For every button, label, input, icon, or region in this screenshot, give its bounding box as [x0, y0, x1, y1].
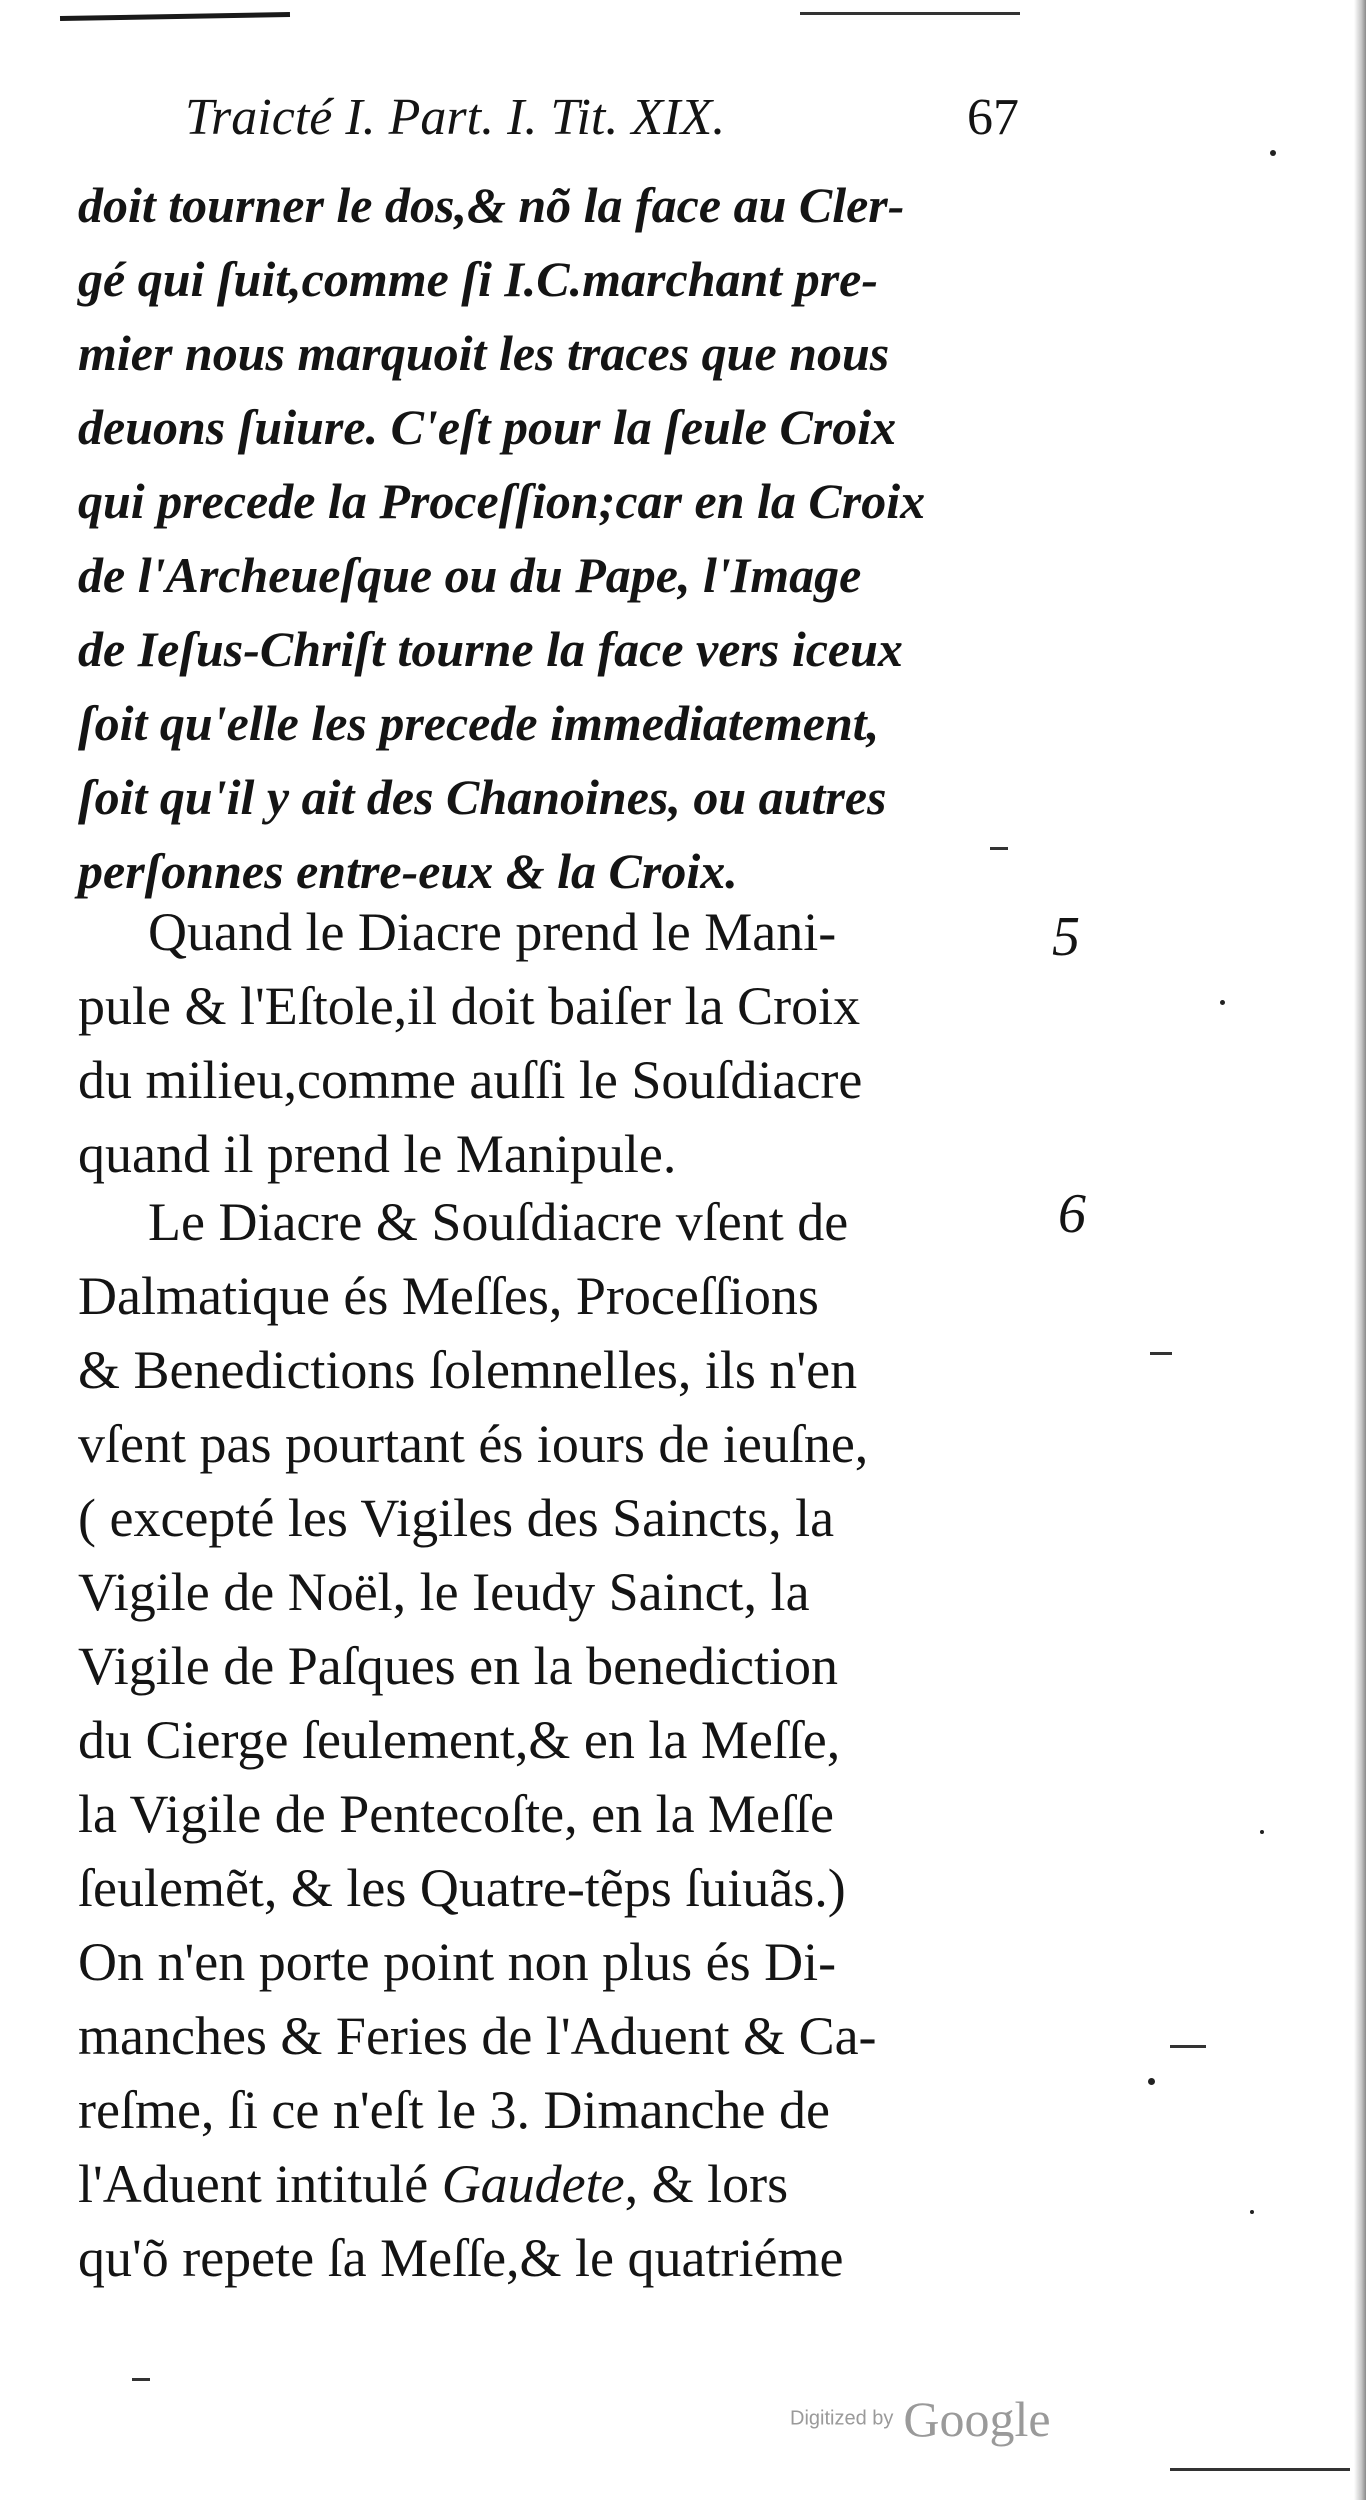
top-ink-rule-right [800, 12, 1020, 15]
text-line: doit tourner le dos,& nõ la face au Cler- [78, 177, 905, 233]
top-ink-rule [60, 12, 290, 21]
text-line: ſeulemẽt, & les Quatre-tẽps ſuiuãs.) [78, 1858, 846, 1918]
text-line: du Cierge ſeulement,& en la Meſſe, [78, 1710, 841, 1770]
text-line: Vigile de Noël, le Ieudy Sainct, la [78, 1562, 810, 1622]
text-line: pule & l'Eſtole,il doit baiſer la Croix [78, 976, 861, 1036]
digitized-watermark [790, 2390, 1051, 2448]
text-line: quand il prend le Manipule. [78, 1124, 677, 1184]
text-line: & Benedictions ſolemnelles, ils n'en [78, 1340, 858, 1400]
text-line: deuons ſuiure. C'eſt pour la ſeule Croix [78, 399, 897, 455]
text-line: manches & Feries de l'Aduent & Ca- [78, 2006, 877, 2066]
text-line: On n'en porte point non plus és Di- [78, 1932, 837, 1992]
text-line: ſoit qu'elle les precede immediatement, [78, 695, 880, 751]
text-line: gé qui ſuit,comme ſi I.C.marchant pre- [78, 251, 878, 307]
text-line: vſent pas pourtant és iours de ieuſne, [78, 1414, 869, 1474]
running-header [185, 88, 1035, 148]
watermark-logo: Google [903, 2391, 1051, 2447]
margin-number-5: 5 [1052, 906, 1080, 968]
text-segment: , & lors [624, 2154, 789, 2214]
text-line: ſoit qu'il y ait des Chanoines, ou autres [78, 769, 887, 825]
ink-mark [1170, 2045, 1206, 2048]
margin-number-6: 6 [1058, 1183, 1086, 1245]
text-line: qui precede la Proceſſion;car en la Croix [78, 473, 926, 529]
text-line: Quand le Diacre prend le Mani- [148, 902, 837, 962]
page-edge-shadow [1354, 0, 1366, 2500]
ink-speck [1148, 2078, 1155, 2085]
text-line: mier nous marquoit les traces que nous [78, 325, 890, 381]
bottom-rule [1170, 2468, 1350, 2471]
text-line: Vigile de Paſques en la benediction [78, 1636, 839, 1696]
ink-mark [990, 847, 1008, 850]
text-line: Dalmatique és Meſſes, Proceſſions [78, 1266, 819, 1326]
ink-speck [1250, 2210, 1254, 2214]
watermark-prefix: Digitized by [790, 2407, 894, 2430]
ink-mark [132, 2378, 150, 2381]
text-line: Le Diacre & Souſdiacre vſent de [148, 1192, 849, 1252]
text-line: de l'Archeueſque ou du Pape, l'Image [78, 547, 862, 603]
text-line: reſme, ſi ce n'eſt le 3. Dimanche de [78, 2080, 830, 2140]
text-segment: l'Aduent intitulé [78, 2154, 429, 2214]
italic-paragraph [78, 168, 1038, 908]
text-line: la Vigile de Pentecoſte, en la Meſſe [78, 1784, 834, 1844]
text-line: perſonnes entre-eux & la Croix. [78, 843, 738, 899]
text-line: du milieu,comme auſſi le Souſdiacre [78, 1050, 863, 1110]
paragraph-5 [78, 895, 1038, 1191]
text-line: de Ieſus-Chriſt tourne la face vers iceux [78, 621, 903, 677]
ink-speck [1270, 150, 1276, 156]
ink-speck [1220, 1000, 1225, 1005]
ink-speck [1260, 1830, 1264, 1834]
text-line [78, 2147, 1038, 2221]
paragraph-6 [78, 1185, 1038, 2295]
ink-mark [1150, 1352, 1172, 1355]
text-line: ( excepté les Vigiles des Saincts, la [78, 1488, 835, 1548]
page-number: 67 [967, 89, 1019, 146]
text-line: qu'õ repete ſa Meſſe,& le quatriéme [78, 2228, 844, 2288]
running-title: Traicté I. Part. I. Tit. XIX. [185, 89, 726, 146]
italic-word-gaudete: Gaudete [441, 2154, 625, 2214]
